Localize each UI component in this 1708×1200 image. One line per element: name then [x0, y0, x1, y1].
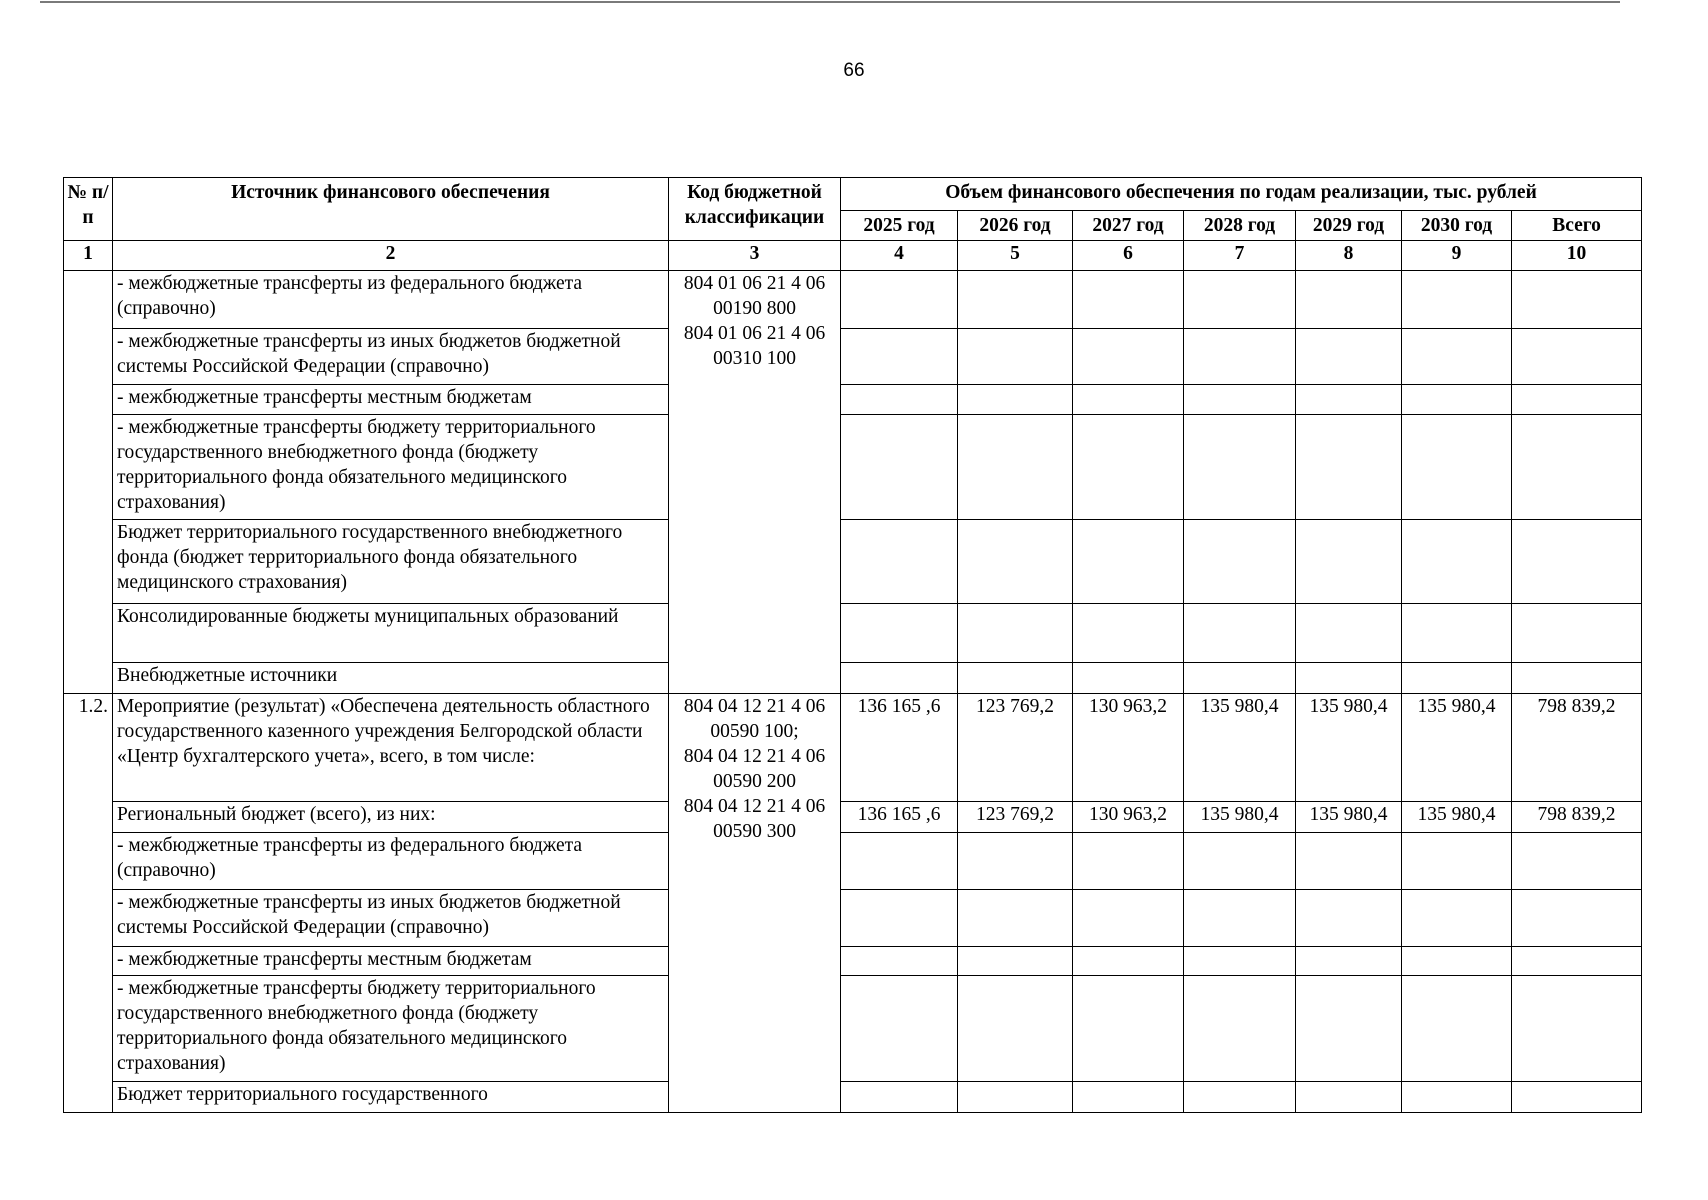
budget-code-line: 804 04 12 21 4 06 [683, 696, 826, 717]
value-cell: 135 980,4 [1184, 694, 1296, 802]
table-row [64, 663, 1642, 694]
budget-code-line: 804 04 12 21 4 06 [683, 796, 826, 817]
header-year: 2030 год [1402, 211, 1512, 241]
top-border-line [40, 1, 1620, 3]
budget-code-line: 00590 200 [713, 771, 796, 792]
header-year: 2025 год [841, 211, 958, 241]
source-cell: Бюджет территориального государственного [113, 1082, 669, 1113]
value-cell: 123 769,2 [958, 802, 1073, 833]
table-row [64, 604, 1642, 663]
column-number: 9 [1402, 241, 1512, 271]
value-cell: 130 963,2 [1073, 694, 1184, 802]
source-cell: Бюджет территориального государственного внебюджетного фонда (бюджет территориального фонда обязательного медицинского страхования) [113, 520, 669, 604]
source-cell: - межбюджетные трансферты из федерального бюджета (справочно) [113, 271, 669, 329]
value-cell: 135 980,4 [1296, 802, 1402, 833]
budget-code-cell [669, 694, 841, 1113]
table-row [64, 947, 1642, 976]
total-value-cell: 798 839,2 [1512, 802, 1642, 833]
source-cell: Мероприятие (результат) «Обеспечена деятельность областного государственного казенного учреждения Белгородской области «Центр бухгалтерского учета», всего, в том числе: [113, 694, 669, 802]
table-row [64, 329, 1642, 385]
value-cell: 130 963,2 [1073, 802, 1184, 833]
table-row [64, 833, 1642, 890]
table-row [64, 415, 1642, 520]
row-number-cell: 1.2. [64, 694, 113, 1113]
table-row [64, 890, 1642, 947]
budget-code-line: 00190 800 [713, 298, 796, 319]
budget-code-cell [669, 271, 841, 694]
table-row [64, 271, 1642, 329]
header-year: 2029 год [1296, 211, 1402, 241]
table-row [64, 385, 1642, 415]
row-number-cell [64, 271, 113, 694]
column-number: 3 [669, 241, 841, 271]
total-value-cell: 798 839,2 [1512, 694, 1642, 802]
source-cell: - межбюджетные трансферты бюджету территориального государственного внебюджетного фонда (бюджету территориального фонда обязательного медицинского страхования) [113, 976, 669, 1082]
source-cell: - межбюджетные трансферты из иных бюджетов бюджетной системы Российской Федерации (справочно) [113, 329, 669, 385]
table-row [64, 694, 1642, 802]
header-no: № п/п [64, 178, 113, 241]
page-number: 66 [843, 60, 865, 81]
value-cell: 136 165 ,6 [841, 694, 958, 802]
column-number: 7 [1184, 241, 1296, 271]
source-cell: - межбюджетные трансферты бюджету территориального государственного внебюджетного фонда (бюджету территориального фонда обязательного медицинского страхования) [113, 415, 669, 520]
header-volume: Объем финансового обеспечения по годам реализации, тыс. рублей [841, 178, 1642, 211]
financing-table [63, 177, 1642, 1113]
value-cell: 123 769,2 [958, 694, 1073, 802]
table-row [64, 976, 1642, 1082]
value-cell: 136 165 ,6 [841, 802, 958, 833]
column-number: 8 [1296, 241, 1402, 271]
source-cell: - межбюджетные трансферты из иных бюджетов бюджетной системы Российской Федерации (справочно) [113, 890, 669, 947]
column-number: 1 [64, 241, 113, 271]
value-cell: 135 980,4 [1296, 694, 1402, 802]
table-row [64, 802, 1642, 833]
source-cell: Внебюджетные источники [113, 663, 669, 694]
column-number-row [64, 241, 1642, 271]
budget-code-line: 00310 100 [713, 348, 796, 369]
budget-code-line: 804 04 12 21 4 06 [683, 746, 826, 767]
source-cell: Региональный бюджет (всего), из них: [113, 802, 669, 833]
header-source: Источник финансового обеспечения [113, 178, 669, 241]
source-cell: - межбюджетные трансферты местным бюджетам [113, 385, 669, 415]
header-year: 2028 год [1184, 211, 1296, 241]
column-number: 2 [113, 241, 669, 271]
value-cell: 135 980,4 [1402, 802, 1512, 833]
source-cell: - межбюджетные трансферты из федерального бюджета (справочно) [113, 833, 669, 890]
budget-code-line: 00590 100; [710, 721, 799, 742]
budget-code-line: 804 01 06 21 4 06 [683, 273, 826, 294]
value-cell: 135 980,4 [1184, 802, 1296, 833]
header-year: 2027 год [1073, 211, 1184, 241]
column-number: 5 [958, 241, 1073, 271]
column-number: 6 [1073, 241, 1184, 271]
value-cell: 135 980,4 [1402, 694, 1512, 802]
budget-code-line: 00590 300 [713, 821, 796, 842]
budget-code-line: 804 01 06 21 4 06 [683, 323, 826, 344]
table-row [64, 520, 1642, 604]
header-code: Код бюджетной классификации [669, 178, 841, 241]
source-cell: Консолидированные бюджеты муниципальных образований [113, 604, 669, 663]
column-number: 4 [841, 241, 958, 271]
table-row [64, 1082, 1642, 1113]
source-cell: - межбюджетные трансферты местным бюджетам [113, 947, 669, 976]
header-year: 2026 год [958, 211, 1073, 241]
column-number: 10 [1512, 241, 1642, 271]
header-total: Всего [1512, 211, 1642, 241]
